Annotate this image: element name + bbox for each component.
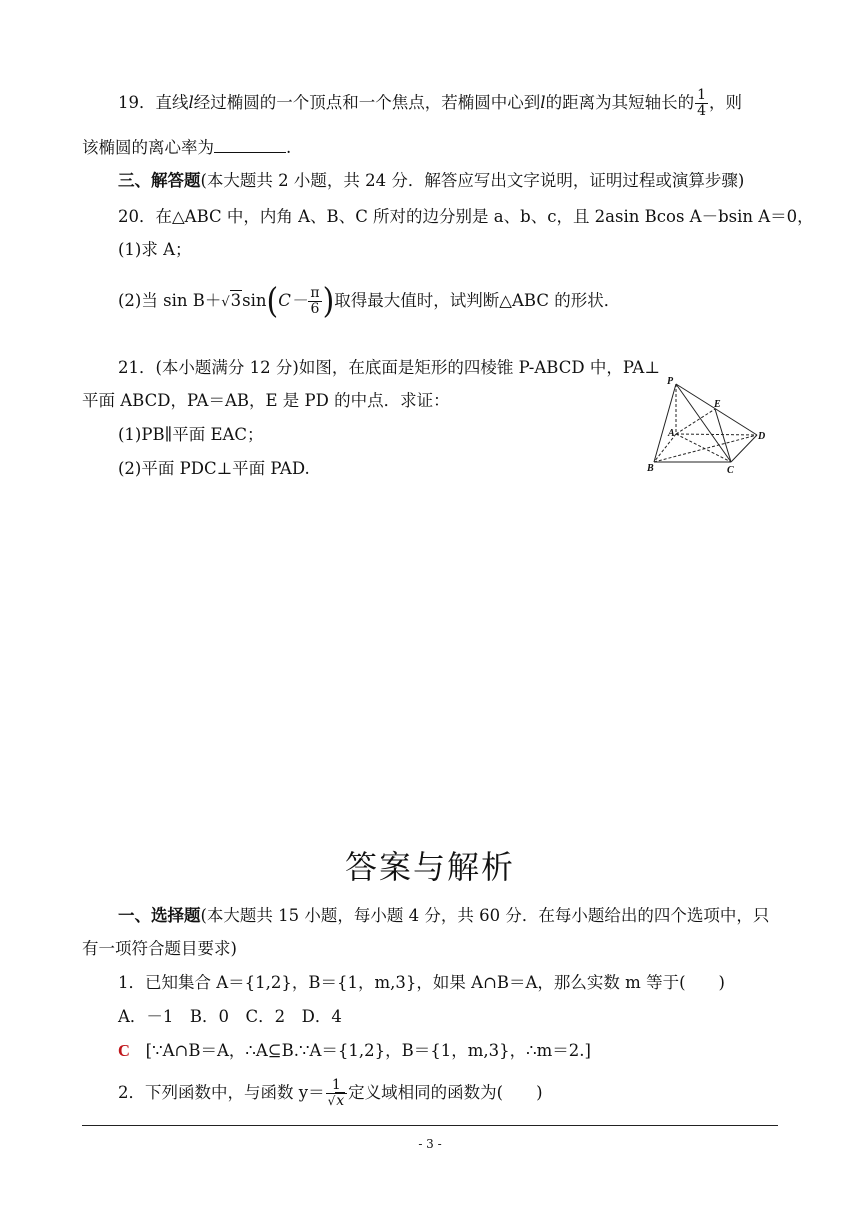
- answer-blank: [214, 138, 286, 153]
- q20-part1: (1)求 A；: [118, 240, 192, 259]
- section3-heading: [118, 170, 744, 192]
- frac-den: 6: [310, 301, 320, 317]
- text: (2)当 sin B＋: [118, 291, 222, 310]
- text: 取得最大值时，试判断△ABC 的形状．: [334, 291, 621, 310]
- label-A: A: [668, 428, 675, 439]
- text: sin: [242, 291, 267, 310]
- frac-num: 1: [326, 1078, 348, 1094]
- sqrt-three: 3: [230, 291, 242, 310]
- text: 19．直线: [118, 93, 189, 112]
- section-title: 一、选择题: [118, 906, 201, 925]
- section1-line1: [118, 905, 769, 927]
- left-paren: (: [266, 280, 279, 322]
- label-C: C: [727, 465, 734, 476]
- text: C－: [278, 291, 308, 310]
- text: ，则: [708, 93, 742, 112]
- label-P: P: [667, 376, 674, 387]
- frac-den: 4: [697, 103, 706, 119]
- q21-line2: 平面 ABCD，PA＝AB，E 是 PD 的中点．求证：: [82, 391, 450, 410]
- label-D: D: [758, 431, 766, 442]
- text: .: [286, 138, 292, 157]
- text: 的距离为其短轴长的: [545, 93, 695, 112]
- q1-answer: [118, 1040, 591, 1062]
- q20-part2: (2)当 sin B＋√3sin(C－ $\frac{\pi}{6}$ )取得最大值时，试判断△ABC 的形状．: [118, 280, 621, 322]
- text: 经过椭圆的一个顶点和一个焦点，若椭圆中心到: [193, 93, 541, 112]
- section-title: 三、解答题: [118, 171, 201, 190]
- fraction-one-quarter: [695, 88, 708, 119]
- q21-part1: (1)PB∥平面 EAC；: [118, 425, 264, 444]
- var-l: l: [188, 93, 194, 112]
- answer-explanation: [∵A∩B＝A，∴A⊆B.∵A＝{1,2}，B＝{1，m,3}，∴m＝2.]: [145, 1041, 591, 1060]
- q2-stem: [118, 1078, 543, 1109]
- q1-stem: 1．已知集合 A＝{1,2}，B＝{1，m,3}，如果 A∩B＝A，那么实数 m 等于( ): [118, 973, 725, 992]
- frac-den: √x: [327, 1093, 345, 1109]
- section-desc: (本大题共 2 小题，共 24 分．解答应写出文字说明，证明过程或演算步骤): [200, 171, 745, 190]
- fraction-one-over-root-x: [326, 1078, 348, 1109]
- label-B: B: [647, 463, 654, 474]
- frac-num: 1: [697, 87, 706, 103]
- pyramid-figure: [636, 374, 776, 480]
- q19-line2: [82, 137, 291, 159]
- section1-line2: 有一项符合题目要求): [82, 939, 237, 958]
- text: 2．下列函数中，与函数 y＝: [118, 1083, 325, 1102]
- var-x: x: [336, 1093, 345, 1109]
- q19-line1: [118, 88, 742, 119]
- footer-rule: [82, 1125, 778, 1126]
- q21-line1: 21．(本小题满分 12 分)如图，在底面是矩形的四棱锥 P-ABCD 中，PA⊥: [118, 358, 660, 377]
- right-paren: ): [322, 280, 335, 322]
- frac-num: π: [310, 285, 320, 301]
- var-l: l: [540, 93, 546, 112]
- q21-part2: (2)平面 PDC⊥平面 PAD.: [118, 459, 310, 478]
- q1-options: A．－1 B．0 C．2 D．4: [118, 1007, 342, 1026]
- answer-section-title: 答案与解析: [344, 848, 515, 886]
- text: 定义域相同的函数为( ): [348, 1083, 543, 1102]
- text: 该椭圆的离心率为: [82, 138, 214, 157]
- fraction-pi-six: [308, 286, 321, 317]
- answer-letter: C: [118, 1041, 130, 1060]
- label-E: E: [714, 399, 721, 410]
- page-number: - 3 -: [418, 1137, 442, 1151]
- section-desc: (本大题共 15 小题，每小题 4 分，共 60 分．在每小题给出的四个选项中，只: [200, 906, 770, 925]
- q20-stem: 20．在△ABC 中，内角 A、B、C 所对的边分别是 a、b、c，且 2asin Bcos A－bsin A＝0，: [118, 207, 814, 226]
